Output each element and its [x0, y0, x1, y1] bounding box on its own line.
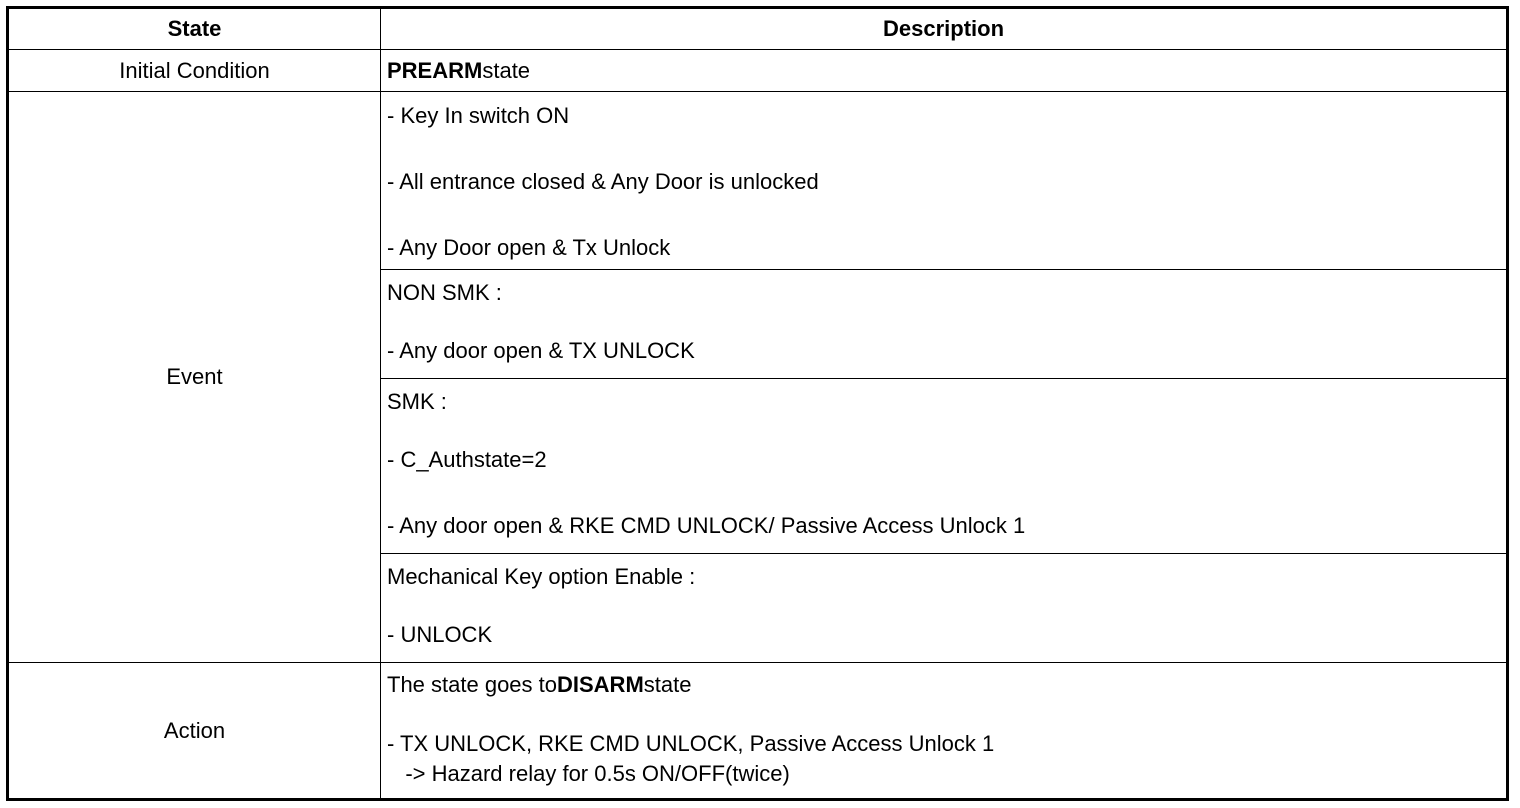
action-suffix: state: [643, 672, 692, 697]
event-line: - All entrance closed & Any Door is unlocked: [387, 169, 819, 194]
state-table: [6, 6, 1509, 801]
event-label: Event: [8, 92, 381, 663]
event-row-1: [8, 92, 1508, 270]
event-group-non-smk: [381, 270, 1508, 379]
action-row: [8, 663, 1508, 800]
action-line: -> Hazard relay for 0.5s ON/OFF(twice): [387, 761, 790, 786]
header-row: [8, 8, 1508, 50]
event-group-1: [381, 92, 1508, 270]
initial-condition-row: [8, 50, 1508, 92]
disarm-bold: DISARM: [557, 672, 644, 697]
prearm-bold: PREARM: [387, 57, 483, 83]
initial-condition-description: [381, 50, 1508, 92]
event-line: - C_Authstate=2: [387, 447, 547, 472]
event-group-mechanical-key: [381, 554, 1508, 663]
action-line: - TX UNLOCK, RKE CMD UNLOCK, Passive Access Unlock 1: [387, 731, 995, 756]
action-label: Action: [8, 663, 381, 800]
action-description: [381, 663, 1508, 800]
prearm-suffix: state: [482, 57, 531, 83]
non-smk-title: NON SMK :: [387, 280, 502, 305]
action-title: [387, 672, 1506, 698]
action-prefix: The state goes to: [387, 672, 557, 697]
state-header: State: [8, 8, 381, 50]
event-group-smk: [381, 379, 1508, 554]
event-line: - Any door open & TX UNLOCK: [387, 338, 695, 363]
event-line: - Key In switch ON: [387, 103, 570, 128]
event-line: - Any Door open & Tx Unlock: [387, 235, 671, 260]
initial-condition-label: Initial Condition: [8, 50, 381, 92]
event-line: - Any door open & RKE CMD UNLOCK/ Passive Access Unlock 1: [387, 513, 1026, 538]
event-line: - UNLOCK: [387, 622, 493, 647]
smk-title: SMK :: [387, 389, 447, 414]
description-header: Description: [381, 8, 1508, 50]
mechanical-key-title: Mechanical Key option Enable :: [387, 564, 696, 589]
